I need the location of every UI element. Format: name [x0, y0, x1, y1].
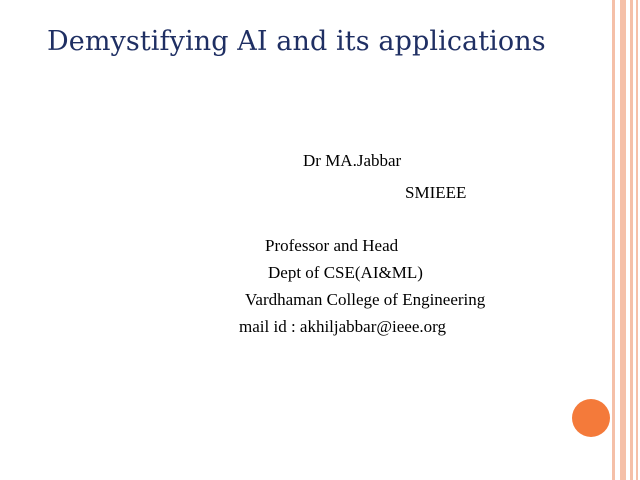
decorative-circle: [572, 399, 610, 437]
author-role: Professor and Head: [265, 236, 399, 255]
author-email: mail id : akhiljabbar@ieee.org: [239, 317, 446, 336]
membership-grade: SMIEEE: [405, 183, 467, 202]
decorative-border-line: [630, 0, 633, 480]
decorative-border-line: [620, 0, 626, 480]
author-name: Dr MA.Jabbar: [303, 151, 402, 170]
author-college: Vardhaman College of Engineering: [245, 290, 486, 309]
decorative-border-line: [612, 0, 615, 480]
decorative-border-line: [636, 0, 638, 480]
slide-title: Demystifying AI and its applications: [47, 26, 546, 57]
author-department: Dept of CSE(AI&ML): [268, 263, 423, 282]
